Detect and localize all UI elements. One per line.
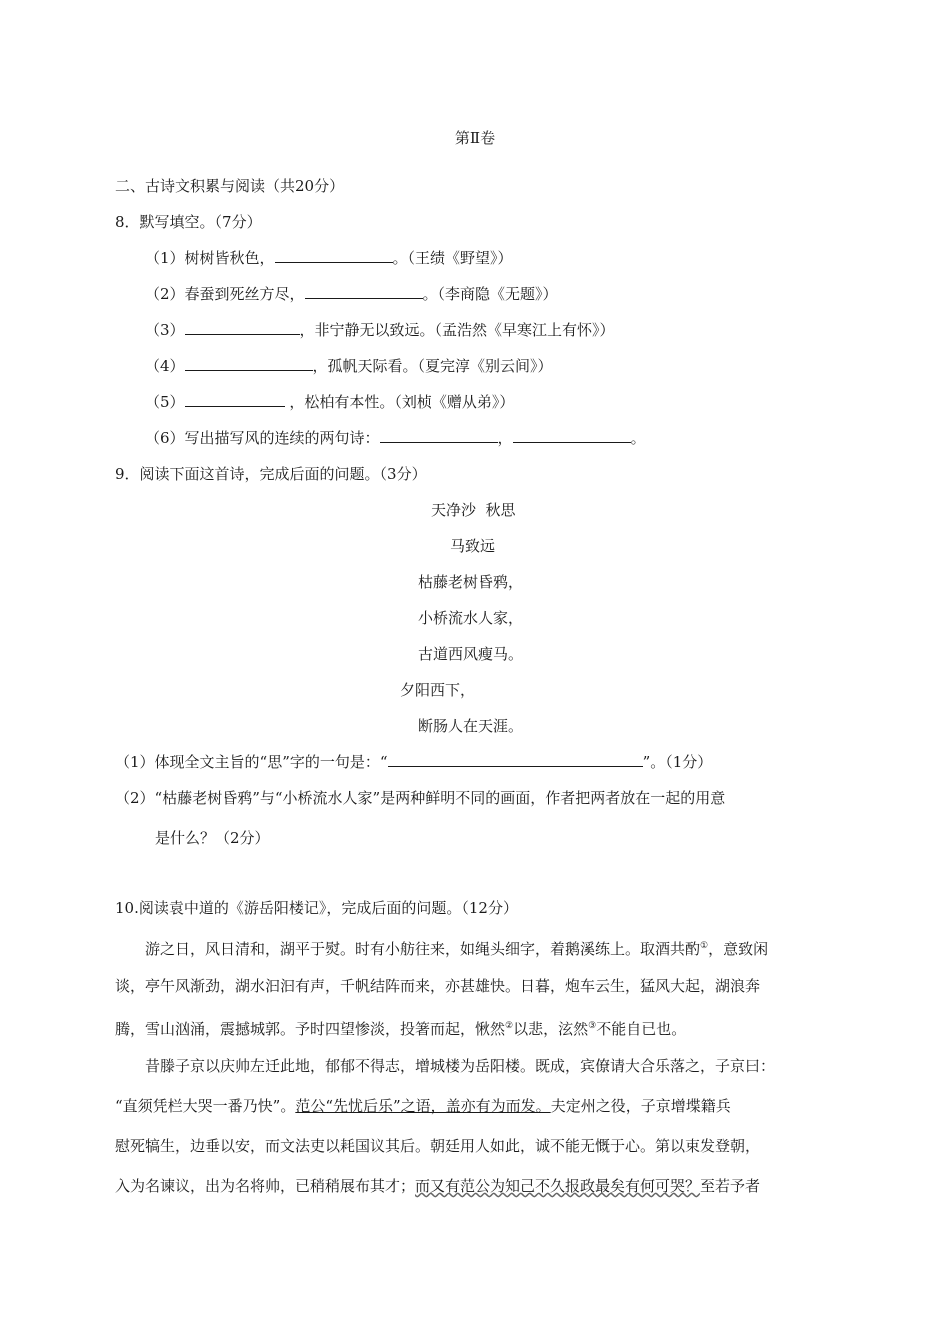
q9-sub-2-line-2: 是什么？（2分） bbox=[155, 829, 270, 847]
underlined-sentence: 范公“先忧后乐”之语，盖亦有为而发。 bbox=[295, 1097, 551, 1115]
q8-item-5: （5） ，松柏有本性。（刘桢《赠从弟》） bbox=[145, 393, 515, 411]
q8-item-1: （1）树树皆秋色， 。（王绩《野望》） bbox=[145, 249, 513, 267]
q9-sub-1: （1）体现全文主旨的“思”字的一句是：“ ”。（1分） bbox=[115, 753, 713, 771]
passage-p2-line-2: “直须凭栏大哭一番乃快”。范公“先忧后乐”之语，盖亦有为而发。夫定州之役，子京增堞籍兵 bbox=[115, 1097, 731, 1115]
poem-line: 小桥流水人家， bbox=[418, 609, 524, 627]
q8-item-6: （6）写出描写风的连续的两句诗： ， 。 bbox=[145, 429, 646, 447]
answer-blank[interactable] bbox=[388, 752, 643, 767]
passage-p1-line-1: 游之日，风日清和，湖平于熨。时有小舫往来，如绳头细字，着鹅溪练上。取酒共酌①，意致闲 bbox=[145, 940, 769, 958]
q9-stem: 9．阅读下面这首诗，完成后面的问题。（3分） bbox=[115, 465, 427, 483]
q8-item-4: （4） ，孤帆天际看。（夏完淳《别云间》） bbox=[145, 357, 553, 375]
wavy-underlined-sentence: 而又有范公为知己不久报政最矣有何可哭？ bbox=[415, 1177, 701, 1195]
answer-blank[interactable] bbox=[380, 428, 498, 443]
q8-item-3: （3） ，非宁静无以致远。（孟浩然《早寒江上有怀》） bbox=[145, 321, 615, 339]
passage-p2-line-3: 慰死犒生，边垂以安，而文法吏以耗国议其后。朝廷用人如此，诚不能无慨于心。第以束发登朝， bbox=[115, 1137, 761, 1155]
poem-line: 枯藤老树昏鸦， bbox=[418, 573, 524, 591]
passage-p1-line-3: 腾，雪山汹涌，震撼城郭。予时四望惨淡，投箸而起，愀然②以悲，泫然③不能自已也。 bbox=[115, 1020, 687, 1038]
answer-blank[interactable] bbox=[275, 248, 393, 263]
q10-stem: 10.阅读袁中道的《游岳阳楼记》，完成后面的问题。（12分） bbox=[115, 899, 518, 917]
passage-p2-line-1: 昔滕子京以庆帅左迁此地，郁郁不得志，增城楼为岳阳楼。既成，宾僚请大合乐落之，子京曰： bbox=[145, 1057, 776, 1075]
answer-blank[interactable] bbox=[305, 284, 423, 299]
answer-blank[interactable] bbox=[185, 356, 313, 371]
answer-blank[interactable] bbox=[185, 392, 285, 407]
passage-p1-line-2: 谈，亭午风渐劲，湖水汩汩有声，千帆结阵而来，亦甚雄快。日暮，炮车云生，猛风大起，湖浪奔 bbox=[115, 977, 761, 995]
q9-sub-2-line-1: （2）“枯藤老树昏鸦”与“小桥流水人家”是两种鲜明不同的画面，作者把两者放在一起的用意 bbox=[115, 789, 726, 807]
answer-blank[interactable] bbox=[513, 428, 631, 443]
section-title: 二、古诗文积累与阅读（共20分） bbox=[115, 177, 345, 195]
poem-line: 夕阳西下， bbox=[400, 681, 476, 699]
answer-blank[interactable] bbox=[185, 320, 300, 335]
poem-author: 马致远 bbox=[450, 537, 496, 555]
poem-line: 古道西风瘦马。 bbox=[418, 645, 524, 663]
volume-title: 第Ⅱ卷 bbox=[454, 129, 496, 147]
passage-p2-line-4: 入为名谏议，出为名将帅，已稍稍展布其才；而又有范公为知己不久报政最矣有何可哭？至若予者 bbox=[115, 1177, 761, 1195]
q8-item-2: （2）春蚕到死丝方尽， 。（李商隐《无题》） bbox=[145, 285, 558, 303]
poem-line: 断肠人在天涯。 bbox=[418, 717, 524, 735]
poem-title: 天净沙 秋思 bbox=[431, 501, 516, 519]
q8-stem: 8．默写填空。（7分） bbox=[115, 213, 262, 231]
